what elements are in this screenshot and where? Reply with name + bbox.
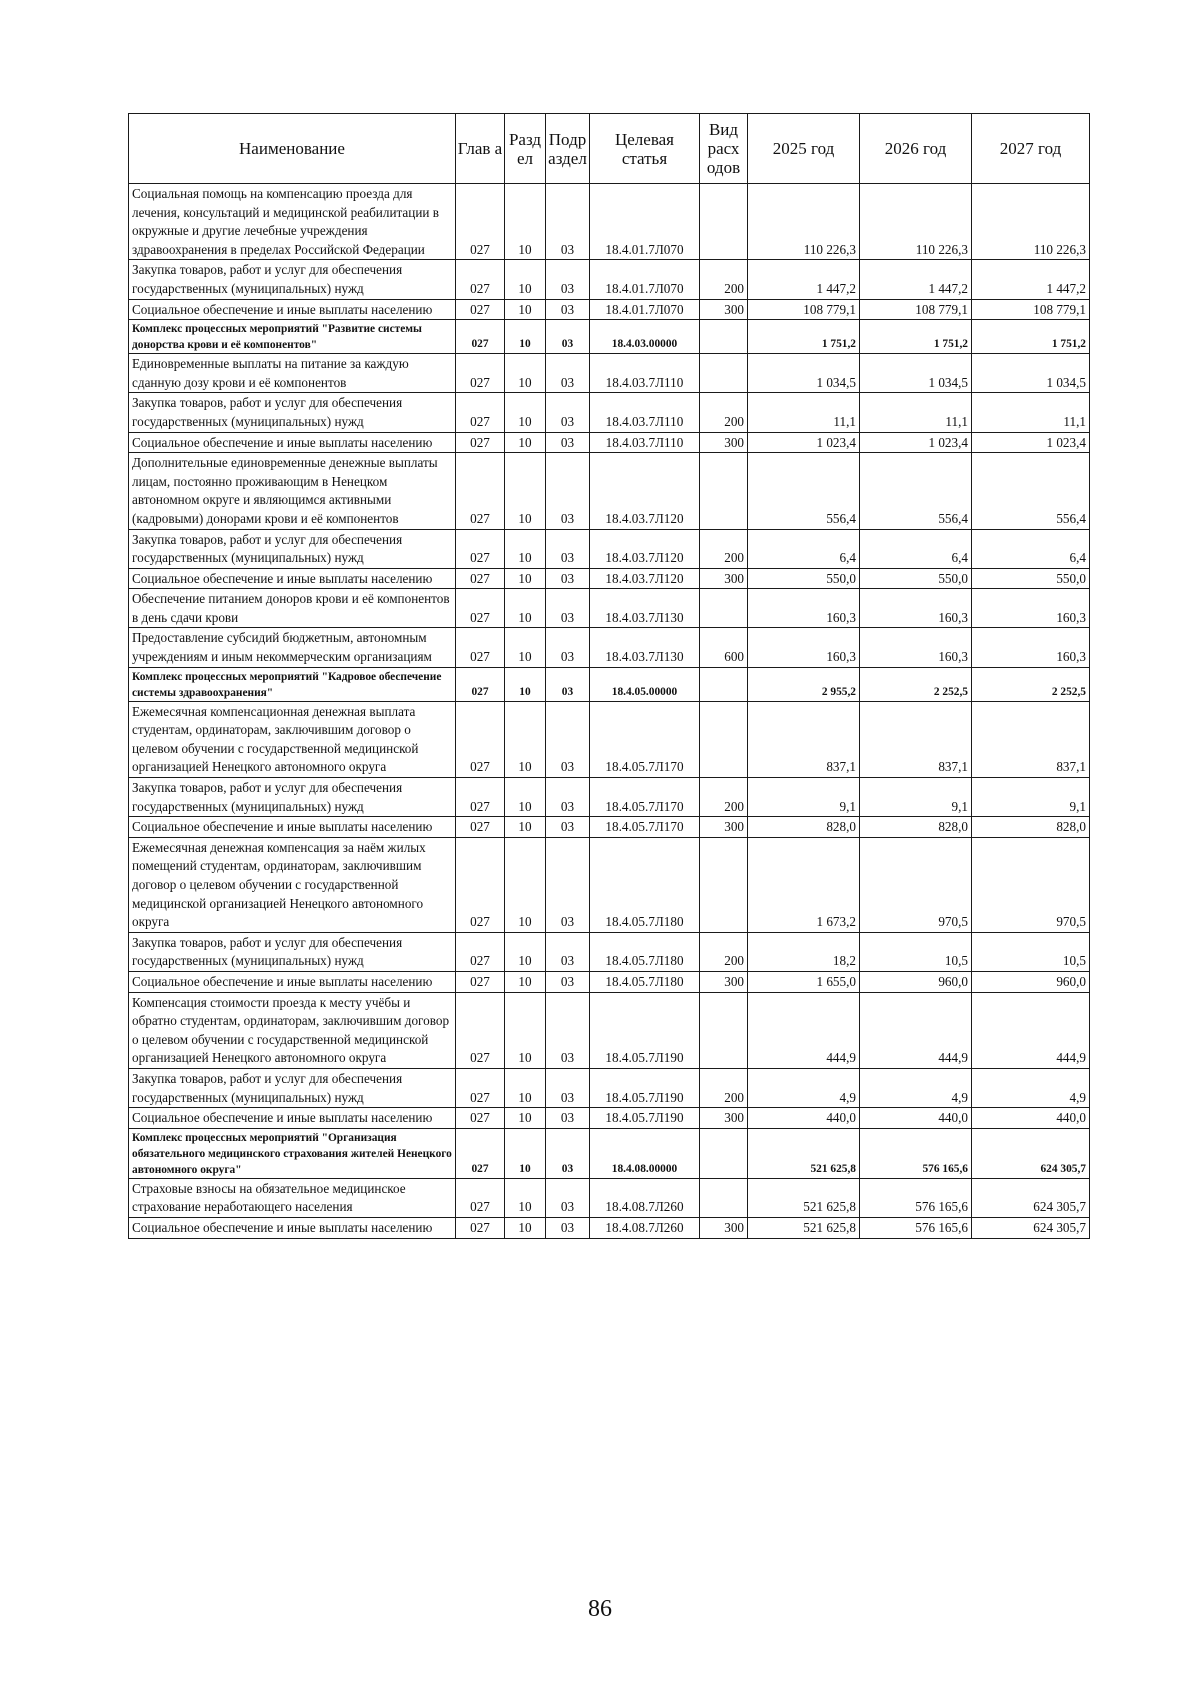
- cell-vid: [700, 992, 748, 1068]
- cell-vid: 300: [700, 1217, 748, 1238]
- cell-razdel: 10: [505, 589, 546, 628]
- cell-2026: 4,9: [860, 1068, 972, 1107]
- cell-2026: 576 165,6: [860, 1178, 972, 1217]
- cell-podrazdel: 03: [546, 184, 590, 260]
- cell-name: Социальное обеспечение и иные выплаты населению: [129, 971, 456, 992]
- cell-vid: [700, 1178, 748, 1217]
- cell-2027: 1 751,2: [972, 320, 1090, 354]
- cell-article: 18.4.01.7Л070: [590, 299, 700, 320]
- cell-name: Обеспечение питанием доноров крови и её компонентов в день сдачи крови: [129, 589, 456, 628]
- table-row: [129, 992, 1090, 1068]
- cell-2026: 556,4: [860, 453, 972, 529]
- cell-razdel: 10: [505, 393, 546, 432]
- cell-2025: 556,4: [748, 453, 860, 529]
- cell-name: Закупка товаров, работ и услуг для обеспечения государственных (муниципальных) нужд: [129, 932, 456, 971]
- cell-podrazdel: 03: [546, 837, 590, 932]
- cell-vid: [700, 589, 748, 628]
- cell-2026: 9,1: [860, 778, 972, 817]
- cell-podrazdel: 03: [546, 529, 590, 568]
- cell-podrazdel: 03: [546, 778, 590, 817]
- cell-2025: 110 226,3: [748, 184, 860, 260]
- cell-glava: 027: [456, 1178, 505, 1217]
- cell-podrazdel: 03: [546, 701, 590, 777]
- cell-name: Комплекс процессных мероприятий "Развитие системы донорства крови и её компонентов": [129, 320, 456, 354]
- cell-name: Дополнительные единовременные денежные выплаты лицам, постоянно проживающим в Ненецком автономном округе и являющимся активными (кадровыми) донорами крови и её компонентов: [129, 453, 456, 529]
- cell-glava: 027: [456, 354, 505, 393]
- cell-article: 18.4.05.7Л170: [590, 701, 700, 777]
- cell-vid: [700, 453, 748, 529]
- cell-2025: 108 779,1: [748, 299, 860, 320]
- table-row: [129, 432, 1090, 453]
- cell-2025: 521 625,8: [748, 1217, 860, 1238]
- table-row-section: [129, 320, 1090, 354]
- cell-podrazdel: 03: [546, 299, 590, 320]
- cell-2027: 110 226,3: [972, 184, 1090, 260]
- cell-2025: 521 625,8: [748, 1178, 860, 1217]
- cell-2027: 828,0: [972, 817, 1090, 838]
- cell-2026: 2 252,5: [860, 667, 972, 701]
- table-row: [129, 628, 1090, 667]
- cell-vid: [700, 354, 748, 393]
- cell-razdel: 10: [505, 320, 546, 354]
- table-row-section: [129, 667, 1090, 701]
- cell-2026: 576 165,6: [860, 1128, 972, 1178]
- cell-name: Социальное обеспечение и иные выплаты населению: [129, 817, 456, 838]
- cell-article: 18.4.05.00000: [590, 667, 700, 701]
- cell-2026: 550,0: [860, 568, 972, 589]
- cell-vid: 200: [700, 529, 748, 568]
- cell-2025: 444,9: [748, 992, 860, 1068]
- cell-vid: 200: [700, 778, 748, 817]
- cell-glava: 027: [456, 568, 505, 589]
- cell-2025: 2 955,2: [748, 667, 860, 701]
- cell-article: 18.4.03.7Л110: [590, 393, 700, 432]
- cell-razdel: 10: [505, 1178, 546, 1217]
- cell-name: Комплекс процессных мероприятий "Организация обязательного медицинского страхования жителей Ненецкого автономного округа": [129, 1128, 456, 1178]
- table-row: [129, 299, 1090, 320]
- cell-2026: 1 751,2: [860, 320, 972, 354]
- budget-table: [128, 113, 1090, 1239]
- cell-glava: 027: [456, 1108, 505, 1129]
- cell-glava: 027: [456, 778, 505, 817]
- cell-razdel: 10: [505, 778, 546, 817]
- cell-2027: 624 305,7: [972, 1128, 1090, 1178]
- cell-razdel: 10: [505, 568, 546, 589]
- cell-name: Социальное обеспечение и иные выплаты населению: [129, 568, 456, 589]
- cell-2026: 1 023,4: [860, 432, 972, 453]
- cell-glava: 027: [456, 393, 505, 432]
- cell-glava: 027: [456, 1217, 505, 1238]
- table-row: [129, 837, 1090, 932]
- cell-2026: 576 165,6: [860, 1217, 972, 1238]
- cell-2026: 160,3: [860, 589, 972, 628]
- cell-razdel: 10: [505, 1217, 546, 1238]
- cell-vid: 600: [700, 628, 748, 667]
- cell-article: 18.4.03.7Л120: [590, 568, 700, 589]
- cell-podrazdel: 03: [546, 628, 590, 667]
- table-header-row: [129, 114, 1090, 184]
- table-row: [129, 971, 1090, 992]
- cell-2026: 110 226,3: [860, 184, 972, 260]
- cell-glava: 027: [456, 932, 505, 971]
- cell-name: Закупка товаров, работ и услуг для обеспечения государственных (муниципальных) нужд: [129, 778, 456, 817]
- cell-2027: 10,5: [972, 932, 1090, 971]
- cell-2027: 624 305,7: [972, 1178, 1090, 1217]
- cell-glava: 027: [456, 817, 505, 838]
- cell-article: 18.4.03.00000: [590, 320, 700, 354]
- cell-podrazdel: 03: [546, 260, 590, 299]
- cell-glava: 027: [456, 837, 505, 932]
- cell-name: Комплекс процессных мероприятий "Кадровое обеспечение системы здравоохранения": [129, 667, 456, 701]
- cell-vid: 300: [700, 817, 748, 838]
- cell-razdel: 10: [505, 260, 546, 299]
- cell-razdel: 10: [505, 701, 546, 777]
- cell-2025: 550,0: [748, 568, 860, 589]
- cell-podrazdel: 03: [546, 453, 590, 529]
- cell-razdel: 10: [505, 628, 546, 667]
- cell-2027: 4,9: [972, 1068, 1090, 1107]
- cell-2026: 11,1: [860, 393, 972, 432]
- cell-2026: 160,3: [860, 628, 972, 667]
- cell-razdel: 10: [505, 299, 546, 320]
- cell-glava: 027: [456, 589, 505, 628]
- cell-2027: 440,0: [972, 1108, 1090, 1129]
- cell-vid: 200: [700, 260, 748, 299]
- cell-name: Социальное обеспечение и иные выплаты населению: [129, 432, 456, 453]
- cell-razdel: 10: [505, 817, 546, 838]
- cell-name: Закупка товаров, работ и услуг для обеспечения государственных (муниципальных) нужд: [129, 260, 456, 299]
- cell-2027: 108 779,1: [972, 299, 1090, 320]
- cell-2025: 1 673,2: [748, 837, 860, 932]
- table-row: [129, 1068, 1090, 1107]
- cell-podrazdel: 03: [546, 932, 590, 971]
- cell-2025: 1 447,2: [748, 260, 860, 299]
- cell-article: 18.4.05.7Л180: [590, 837, 700, 932]
- cell-2027: 2 252,5: [972, 667, 1090, 701]
- cell-razdel: 10: [505, 667, 546, 701]
- cell-2026: 10,5: [860, 932, 972, 971]
- cell-name: Социальная помощь на компенсацию проезда для лечения, консультаций и медицинской реабилитации в окружные и другие лечебные учреждения здравоохранения в пределах Российской Федерации: [129, 184, 456, 260]
- table-row: [129, 1178, 1090, 1217]
- cell-podrazdel: 03: [546, 432, 590, 453]
- cell-razdel: 10: [505, 529, 546, 568]
- cell-2027: 1 034,5: [972, 354, 1090, 393]
- cell-2026: 837,1: [860, 701, 972, 777]
- table-row: [129, 529, 1090, 568]
- cell-podrazdel: 03: [546, 1068, 590, 1107]
- cell-glava: 027: [456, 628, 505, 667]
- cell-article: 18.4.01.7Л070: [590, 184, 700, 260]
- table-row: [129, 1108, 1090, 1129]
- table-row: [129, 932, 1090, 971]
- cell-razdel: 10: [505, 932, 546, 971]
- cell-2027: 160,3: [972, 628, 1090, 667]
- table-body: [129, 184, 1090, 1239]
- cell-razdel: 10: [505, 1068, 546, 1107]
- cell-article: 18.4.08.7Л260: [590, 1217, 700, 1238]
- cell-podrazdel: 03: [546, 667, 590, 701]
- cell-glava: 027: [456, 320, 505, 354]
- cell-2027: 160,3: [972, 589, 1090, 628]
- cell-article: 18.4.05.7Л190: [590, 1068, 700, 1107]
- cell-2026: 108 779,1: [860, 299, 972, 320]
- cell-2027: 550,0: [972, 568, 1090, 589]
- cell-podrazdel: 03: [546, 320, 590, 354]
- cell-vid: [700, 837, 748, 932]
- cell-glava: 027: [456, 453, 505, 529]
- cell-vid: [700, 184, 748, 260]
- cell-2026: 444,9: [860, 992, 972, 1068]
- cell-2026: 1 447,2: [860, 260, 972, 299]
- cell-podrazdel: 03: [546, 568, 590, 589]
- header-podrazdel: Подр аздел: [546, 114, 590, 184]
- cell-2025: 837,1: [748, 701, 860, 777]
- cell-vid: [700, 701, 748, 777]
- cell-article: 18.4.05.7Л190: [590, 992, 700, 1068]
- cell-name: Предоставление субсидий бюджетным, автономным учреждениям и иным некоммерческим организациям: [129, 628, 456, 667]
- table-row: [129, 701, 1090, 777]
- cell-2025: 521 625,8: [748, 1128, 860, 1178]
- cell-name: Социальное обеспечение и иные выплаты населению: [129, 1108, 456, 1129]
- table-row: [129, 778, 1090, 817]
- table-row: [129, 568, 1090, 589]
- table-row-section: [129, 1128, 1090, 1178]
- cell-podrazdel: 03: [546, 1178, 590, 1217]
- cell-glava: 027: [456, 299, 505, 320]
- cell-razdel: 10: [505, 432, 546, 453]
- cell-name: Ежемесячная компенсационная денежная выплата студентам, ординаторам, заключившим договор о целевом обучении с государственной медицинской организацией Ненецкого автономного округа: [129, 701, 456, 777]
- cell-vid: 300: [700, 971, 748, 992]
- cell-2025: 440,0: [748, 1108, 860, 1129]
- cell-2025: 9,1: [748, 778, 860, 817]
- cell-2027: 556,4: [972, 453, 1090, 529]
- cell-name: Закупка товаров, работ и услуг для обеспечения государственных (муниципальных) нужд: [129, 1068, 456, 1107]
- cell-2025: 1 034,5: [748, 354, 860, 393]
- header-name: Наименование: [129, 114, 456, 184]
- header-2027: 2027 год: [972, 114, 1090, 184]
- table-row: [129, 1217, 1090, 1238]
- cell-vid: 200: [700, 1068, 748, 1107]
- cell-2027: 970,5: [972, 837, 1090, 932]
- cell-glava: 027: [456, 971, 505, 992]
- cell-2026: 6,4: [860, 529, 972, 568]
- cell-vid: 200: [700, 393, 748, 432]
- cell-2026: 828,0: [860, 817, 972, 838]
- cell-2027: 837,1: [972, 701, 1090, 777]
- cell-vid: 300: [700, 432, 748, 453]
- cell-article: 18.4.03.7Л120: [590, 453, 700, 529]
- cell-article: 18.4.05.7Л180: [590, 932, 700, 971]
- cell-name: Социальное обеспечение и иные выплаты населению: [129, 299, 456, 320]
- cell-glava: 027: [456, 701, 505, 777]
- cell-2027: 960,0: [972, 971, 1090, 992]
- cell-razdel: 10: [505, 354, 546, 393]
- header-2025: 2025 год: [748, 114, 860, 184]
- cell-podrazdel: 03: [546, 1217, 590, 1238]
- cell-razdel: 10: [505, 1108, 546, 1129]
- cell-razdel: 10: [505, 992, 546, 1068]
- cell-article: 18.4.05.7Л190: [590, 1108, 700, 1129]
- cell-podrazdel: 03: [546, 1128, 590, 1178]
- cell-vid: 300: [700, 568, 748, 589]
- cell-article: 18.4.03.7Л110: [590, 354, 700, 393]
- cell-2027: 9,1: [972, 778, 1090, 817]
- cell-name: Закупка товаров, работ и услуг для обеспечения государственных (муниципальных) нужд: [129, 393, 456, 432]
- cell-2027: 6,4: [972, 529, 1090, 568]
- cell-name: Компенсация стоимости проезда к месту учёбы и обратно студентам, ординаторам, заключившим договор о целевом обучении с государственной медицинской организацией Ненецкого автономного округа: [129, 992, 456, 1068]
- cell-2027: 624 305,7: [972, 1217, 1090, 1238]
- cell-podrazdel: 03: [546, 1108, 590, 1129]
- table-row: [129, 453, 1090, 529]
- cell-razdel: 10: [505, 184, 546, 260]
- cell-2025: 1 751,2: [748, 320, 860, 354]
- cell-2027: 1 447,2: [972, 260, 1090, 299]
- cell-glava: 027: [456, 260, 505, 299]
- cell-2025: 11,1: [748, 393, 860, 432]
- cell-podrazdel: 03: [546, 393, 590, 432]
- cell-razdel: 10: [505, 453, 546, 529]
- cell-vid: 300: [700, 1108, 748, 1129]
- table-row: [129, 393, 1090, 432]
- cell-vid: [700, 320, 748, 354]
- cell-razdel: 10: [505, 837, 546, 932]
- cell-podrazdel: 03: [546, 971, 590, 992]
- cell-article: 18.4.05.7Л170: [590, 778, 700, 817]
- table-row: [129, 354, 1090, 393]
- cell-vid: 200: [700, 932, 748, 971]
- cell-name: Закупка товаров, работ и услуг для обеспечения государственных (муниципальных) нужд: [129, 529, 456, 568]
- cell-glava: 027: [456, 1128, 505, 1178]
- cell-2026: 440,0: [860, 1108, 972, 1129]
- cell-vid: [700, 667, 748, 701]
- header-2026: 2026 год: [860, 114, 972, 184]
- header-razdel: Разд ел: [505, 114, 546, 184]
- cell-glava: 027: [456, 1068, 505, 1107]
- cell-glava: 027: [456, 992, 505, 1068]
- cell-article: 18.4.03.7Л130: [590, 589, 700, 628]
- cell-2025: 160,3: [748, 628, 860, 667]
- cell-podrazdel: 03: [546, 992, 590, 1068]
- cell-2025: 6,4: [748, 529, 860, 568]
- cell-name: Ежемесячная денежная компенсация за наём жилых помещений студентам, ординаторам, заключившим договор о целевом обучении с государственной медицинской организацией Ненецкого автономного округа: [129, 837, 456, 932]
- cell-2025: 160,3: [748, 589, 860, 628]
- cell-article: 18.4.05.7Л170: [590, 817, 700, 838]
- cell-2027: 1 023,4: [972, 432, 1090, 453]
- table-row: [129, 817, 1090, 838]
- cell-glava: 027: [456, 432, 505, 453]
- cell-razdel: 10: [505, 971, 546, 992]
- cell-podrazdel: 03: [546, 589, 590, 628]
- cell-article: 18.4.01.7Л070: [590, 260, 700, 299]
- cell-2026: 1 034,5: [860, 354, 972, 393]
- cell-2025: 1 655,0: [748, 971, 860, 992]
- cell-article: 18.4.03.7Л110: [590, 432, 700, 453]
- cell-2025: 1 023,4: [748, 432, 860, 453]
- cell-glava: 027: [456, 184, 505, 260]
- cell-2025: 4,9: [748, 1068, 860, 1107]
- page-number: 86: [588, 1596, 612, 1622]
- cell-name: Социальное обеспечение и иные выплаты населению: [129, 1217, 456, 1238]
- cell-podrazdel: 03: [546, 354, 590, 393]
- cell-2025: 18,2: [748, 932, 860, 971]
- cell-name: Страховые взносы на обязательное медицинское страхование неработающего населения: [129, 1178, 456, 1217]
- cell-glava: 027: [456, 529, 505, 568]
- cell-article: 18.4.05.7Л180: [590, 971, 700, 992]
- table-row: [129, 260, 1090, 299]
- cell-article: 18.4.03.7Л130: [590, 628, 700, 667]
- cell-2027: 11,1: [972, 393, 1090, 432]
- cell-2026: 960,0: [860, 971, 972, 992]
- table-row: [129, 589, 1090, 628]
- table-row: [129, 184, 1090, 260]
- cell-article: 18.4.08.00000: [590, 1128, 700, 1178]
- cell-vid: 300: [700, 299, 748, 320]
- header-glava: Глав а: [456, 114, 505, 184]
- cell-razdel: 10: [505, 1128, 546, 1178]
- cell-article: 18.4.08.7Л260: [590, 1178, 700, 1217]
- cell-name: Единовременные выплаты на питание за каждую сданную дозу крови и её компонентов: [129, 354, 456, 393]
- header-article: Целевая статья: [590, 114, 700, 184]
- cell-article: 18.4.03.7Л120: [590, 529, 700, 568]
- cell-2027: 444,9: [972, 992, 1090, 1068]
- header-vid: Вид расх одов: [700, 114, 748, 184]
- cell-podrazdel: 03: [546, 817, 590, 838]
- cell-vid: [700, 1128, 748, 1178]
- cell-glava: 027: [456, 667, 505, 701]
- cell-2025: 828,0: [748, 817, 860, 838]
- cell-2026: 970,5: [860, 837, 972, 932]
